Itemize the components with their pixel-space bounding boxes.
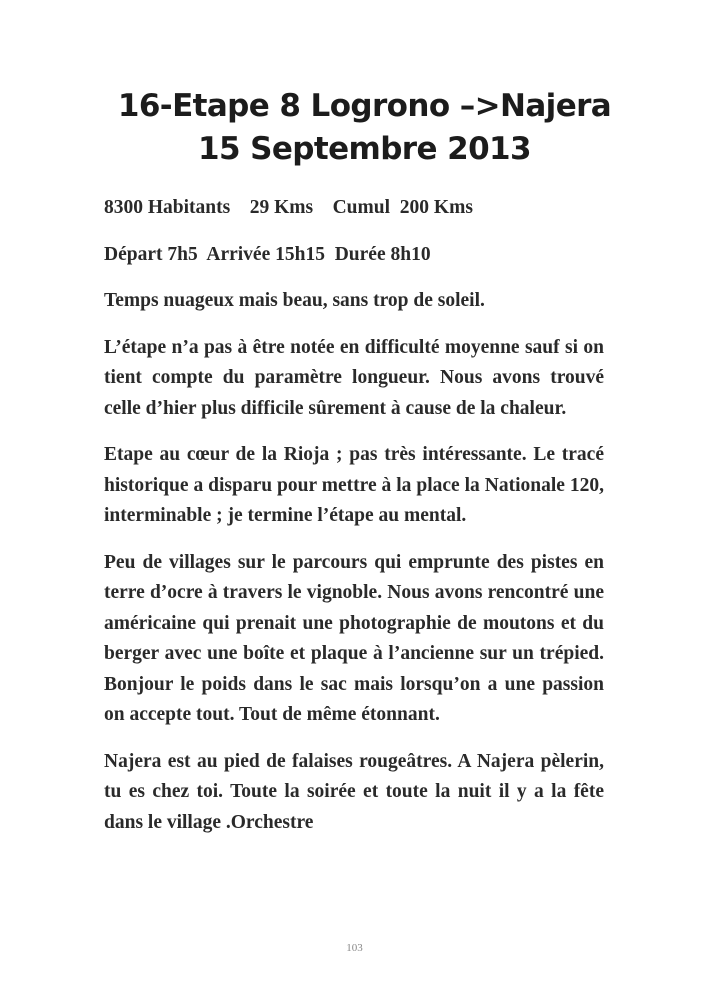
paragraph-villages: Peu de villages sur le parcours qui emprunte des pistes en terre d’ocre à travers le vignoble. Nous avons rencontré une américaine qui prenait une photographie de moutons et du berger avec une boîte et plaque à l’ancienne sur un trépied. Bonjour le poids dans le sac mais lorsqu’on a une passion on accepte tout. Tout de même étonnant. bbox=[104, 551, 604, 725]
times-line: Départ 7h5 Arrivée 15h15 Durée 8h10 bbox=[104, 243, 431, 265]
page-number: 103 bbox=[346, 942, 363, 954]
stats-line: 8300 Habitants 29 Kms Cumul 200 Kms bbox=[104, 197, 473, 218]
page-title-line-1: 16-Etape 8 Logrono –>Najera bbox=[117, 88, 612, 124]
paragraph-rioja: Etape au cœur de la Rioja ; pas très intéressante. Le tracé historique a disparu pour mettre à la place la Nationale 120, interminable ; je termine l’étape au mental. bbox=[104, 444, 604, 526]
page-title-line-2: 15 Septembre 2013 bbox=[198, 131, 531, 167]
document-body bbox=[104, 193, 604, 854]
paragraph-weather: Temps nuageux mais beau, sans trop de soleil. bbox=[104, 290, 485, 311]
paragraph-difficulty: L’étape n’a pas à être notée en difficulté moyenne sauf si on tient compte du paramètre longueur. Nous avons trouvé celle d’hier plus difficile sûrement à cause de la chaleur. bbox=[104, 336, 604, 419]
paragraph-najera: Najera est au pied de falaises rougeâtres. A Najera pèlerin, tu es chez toi. Toute la soirée et toute la nuit il y a la fête dans le village .Orchestre bbox=[104, 750, 604, 833]
